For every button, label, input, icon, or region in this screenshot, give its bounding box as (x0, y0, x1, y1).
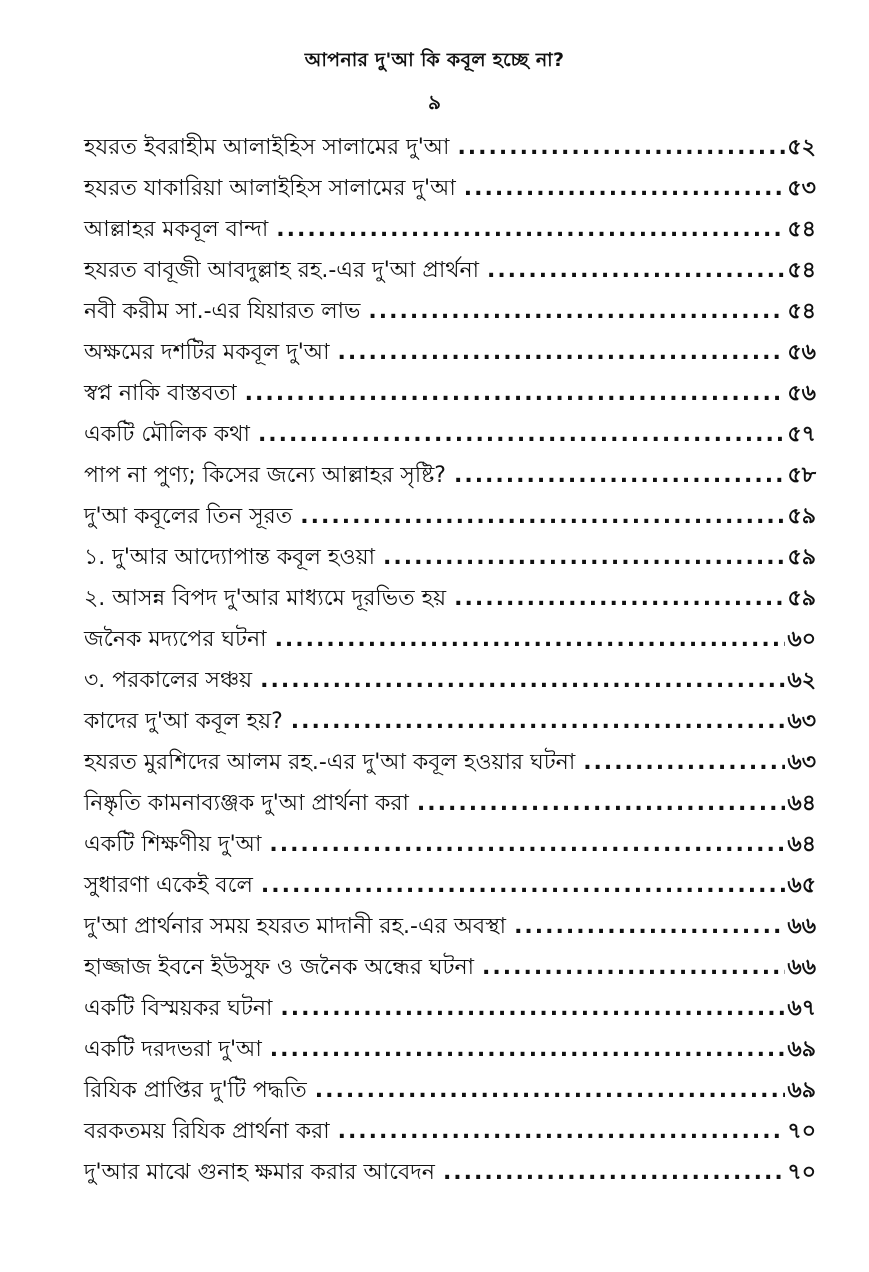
toc-entry-title: পাপ না পুণ্য; কিসের জন্যে আল্লাহর সৃষ্টি? (84, 463, 446, 488)
toc-entry-page: ৬২ (787, 668, 816, 693)
toc-leader-dots (261, 865, 786, 906)
toc-entry-page: ৬৩ (787, 709, 816, 734)
toc-entry-page: ৫৪ (787, 258, 816, 283)
toc-leader-dots (300, 496, 785, 537)
toc-entry (84, 291, 816, 332)
toc-entry-title: ৩. পরকালের সঞ্চয় (84, 668, 253, 693)
toc-entry-title: দু'আ প্রার্থনার সময় হযরত মাদানী রহ.-এর অবস্থা (84, 914, 507, 939)
toc-entry-title: সুধারণা একেই বলে (84, 873, 253, 898)
page-number: ৯ (428, 90, 441, 114)
toc-entry-title: একটি বিস্ময়কর ঘটনা (84, 996, 273, 1021)
toc-entry-title: ১. দু'আর আদ্যোপান্ত কবূল হওয়া (84, 545, 376, 570)
toc-entry-page: ৫৩ (787, 176, 816, 201)
toc-entry-title: আল্লাহর মকবূল বান্দা (84, 217, 269, 242)
toc-entry-page: ৭০ (787, 1160, 816, 1185)
toc-entry-page: ৫৬ (787, 381, 816, 406)
toc-leader-dots (291, 701, 786, 742)
toc-entry-page: ৬৪ (787, 832, 816, 857)
toc-leader-dots (454, 455, 785, 496)
toc-entry-page: ৫৭ (787, 422, 816, 447)
toc-leader-dots (275, 619, 786, 660)
toc-entry (84, 1070, 816, 1111)
toc-entry-title: হযরত ইবরাহীম আলাইহিস সালামের দু'আ (84, 135, 450, 160)
toc-leader-dots (514, 906, 785, 947)
toc-entry-title: রিযিক প্রাপ্তির দু'টি পদ্ধতি (84, 1078, 307, 1103)
toc-entry-title: নিষ্কৃতি কামনাব্যঞ্জক দু'আ প্রার্থনা করা (84, 791, 409, 816)
toc-entry (84, 988, 816, 1029)
toc-entry-title: একটি দরদভরা দু'আ (84, 1037, 262, 1062)
toc-leader-dots (457, 127, 785, 168)
toc-leader-dots (583, 742, 785, 783)
toc-entry (84, 619, 816, 660)
toc-entry (84, 1152, 816, 1193)
toc-leader-dots (337, 332, 785, 373)
toc-entry-title: হাজ্জাজ ইবনে ইউসুফ ও জনৈক অন্ধের ঘটনা (84, 955, 475, 980)
toc-entry-page: ৫৯ (787, 504, 816, 529)
toc-entry (84, 783, 816, 824)
toc-leader-dots (383, 537, 785, 578)
toc-entry-page: ৬৩ (787, 750, 816, 775)
toc-leader-dots (269, 824, 785, 865)
toc-entry (84, 1111, 816, 1152)
toc-leader-dots (258, 414, 785, 455)
running-title: আপনার দু'আ কি কবূল হচ্ছে না? (304, 49, 565, 71)
toc-entry-page: ৫৯ (787, 586, 816, 611)
toc-entry (84, 865, 816, 906)
toc-entry-page: ৫৮ (787, 463, 816, 488)
toc-entry (84, 578, 816, 619)
toc-entry-page: ৫৪ (787, 299, 816, 324)
toc-entry (84, 660, 816, 701)
toc-leader-dots (482, 947, 785, 988)
toc-leader-dots (276, 209, 785, 250)
toc-entry-title: বরকতময় রিযিক প্রার্থনা করা (84, 1119, 330, 1144)
toc-entry-page: ৬৯ (787, 1078, 816, 1103)
toc-entry-title: কাদের দু'আ কবূল হয়? (84, 709, 283, 734)
toc-entry (84, 537, 816, 578)
toc-entry-page: ৫২ (787, 135, 816, 160)
toc-leader-dots (417, 783, 785, 824)
toc-entry (84, 455, 816, 496)
toc-leader-dots (270, 1029, 786, 1070)
toc-leader-dots (245, 373, 786, 414)
toc-entry-title: নবী করীম সা.-এর যিয়ারত লাভ (84, 299, 361, 324)
toc-entry-page: ৬০ (787, 627, 816, 652)
toc-leader-dots (454, 578, 785, 619)
toc-entry-title: দু'আ কবূলের তিন সূরত (84, 504, 293, 529)
toc-entry-page: ৬৬ (787, 955, 816, 980)
toc-entry-title: হযরত মুরশিদের আলম রহ.-এর দু'আ কবূল হওয়ার ঘটনা (84, 750, 576, 775)
toc-leader-dots (487, 250, 785, 291)
toc-entry (84, 168, 816, 209)
table-of-contents (84, 127, 816, 1193)
toc-entry-title: হযরত যাকারিয়া আলাইহিস সালামের দু'আ (84, 176, 456, 201)
toc-entry-page: ৭০ (787, 1119, 816, 1144)
toc-entry-title: একটি শিক্ষণীয় দু'আ (84, 832, 262, 857)
toc-leader-dots (260, 660, 785, 701)
toc-entry-page: ৫৯ (787, 545, 816, 570)
toc-leader-dots (315, 1070, 786, 1111)
toc-entry-title: স্বপ্ন নাকি বাস্তবতা (84, 381, 237, 406)
toc-entry-title: ২. আসন্ন বিপদ দু'আর মাধ্যমে দূরভিত হয় (84, 586, 447, 611)
toc-entry-title: জনৈক মদ্যপের ঘটনা (84, 627, 267, 652)
toc-leader-dots (464, 168, 786, 209)
toc-entry-page: ৬৯ (787, 1037, 816, 1062)
toc-entry (84, 701, 816, 742)
toc-entry (84, 250, 816, 291)
toc-entry (84, 496, 816, 537)
toc-leader-dots (280, 988, 785, 1029)
toc-leader-dots (338, 1111, 786, 1152)
toc-entry-page: ৬৪ (787, 791, 816, 816)
toc-entry (84, 209, 816, 250)
toc-leader-dots (368, 291, 785, 332)
toc-entry (84, 742, 816, 783)
toc-entry (84, 1029, 816, 1070)
toc-entry (84, 947, 816, 988)
toc-entry-page: ৫৪ (787, 217, 816, 242)
toc-entry (84, 127, 816, 168)
toc-entry-title: একটি মৌলিক কথা (84, 422, 250, 447)
toc-entry (84, 414, 816, 455)
toc-entry-title: অক্ষমের দশটির মকবূল দু'আ (84, 340, 330, 365)
toc-entry-title: দু'আর মাঝে গুনাহ ক্ষমার করার আবেদন (84, 1160, 435, 1185)
toc-entry (84, 824, 816, 865)
toc-entry-title: হযরত বাবূজী আবদুল্লাহ রহ.-এর দু'আ প্রার্থনা (84, 258, 479, 283)
toc-entry-page: ৬৫ (787, 873, 816, 898)
toc-entry-page: ৫৬ (787, 340, 816, 365)
toc-entry (84, 906, 816, 947)
toc-entry (84, 373, 816, 414)
toc-entry-page: ৬৬ (787, 914, 816, 939)
toc-entry-page: ৬৭ (787, 996, 816, 1021)
toc-leader-dots (443, 1152, 785, 1193)
toc-entry (84, 332, 816, 373)
